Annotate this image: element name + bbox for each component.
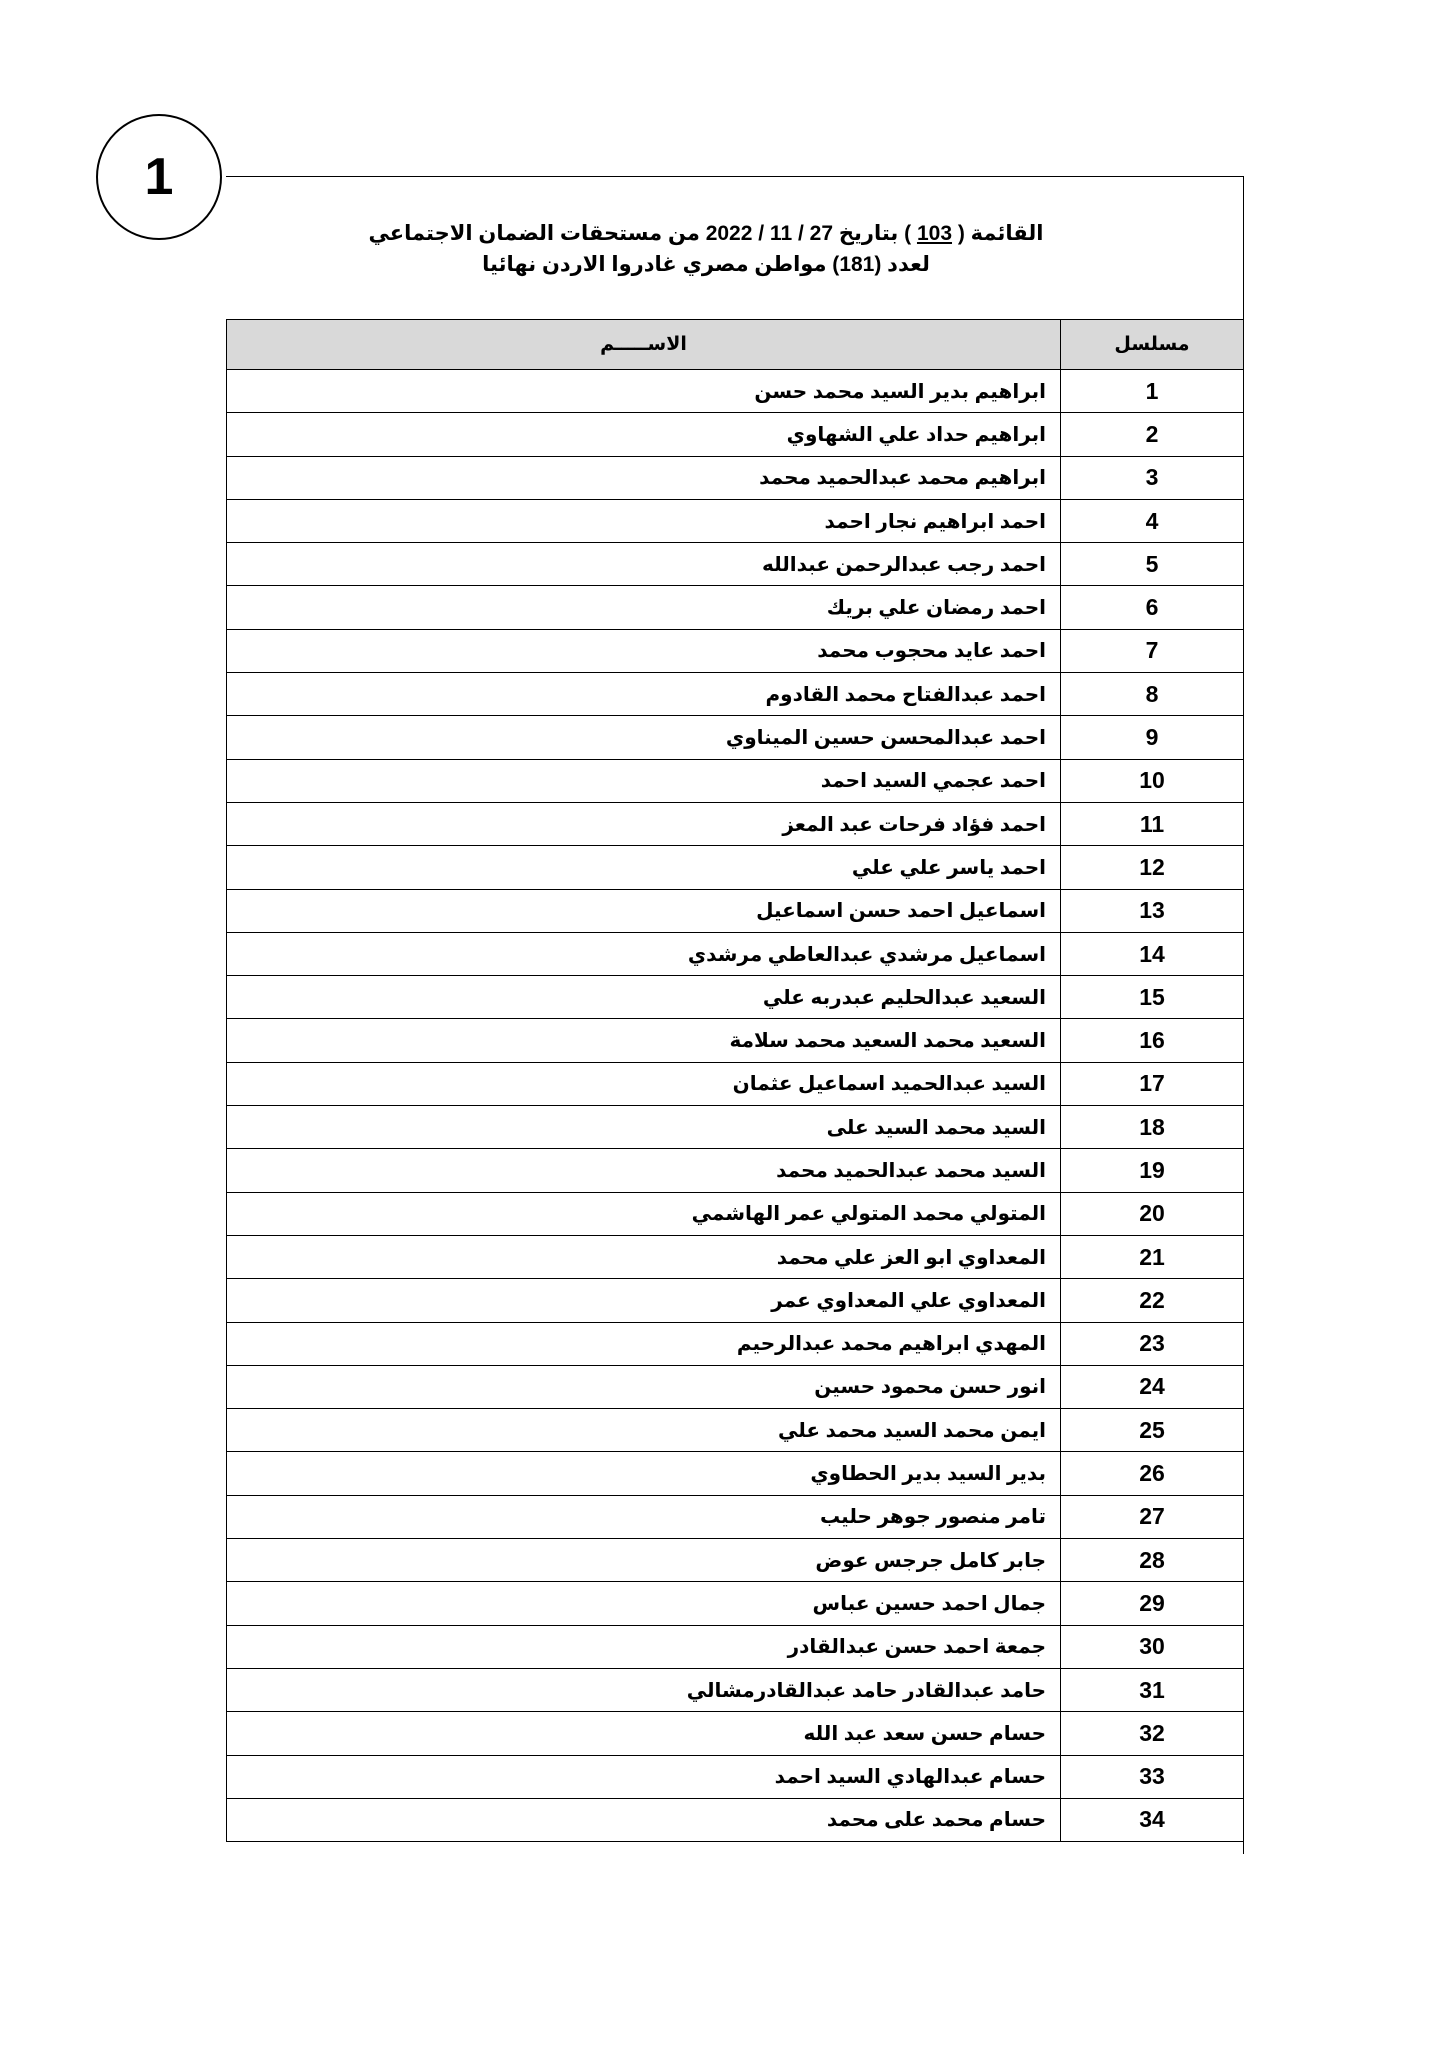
serial-cell: 1 bbox=[1061, 370, 1244, 413]
table-row bbox=[227, 543, 1244, 586]
table-row bbox=[227, 1625, 1244, 1668]
name-cell: اسماعيل مرشدي عبدالعاطي مرشدي bbox=[227, 932, 1061, 975]
serial-cell: 6 bbox=[1061, 586, 1244, 629]
table-row bbox=[227, 586, 1244, 629]
serial-cell: 33 bbox=[1061, 1755, 1244, 1798]
name-cell: انور حسن محمود حسين bbox=[227, 1365, 1061, 1408]
serial-cell: 3 bbox=[1061, 456, 1244, 499]
name-cell: احمد عبدالفتاح محمد القادوم bbox=[227, 673, 1061, 716]
name-cell: بدير السيد بدير الحطاوي bbox=[227, 1452, 1061, 1495]
serial-cell: 21 bbox=[1061, 1235, 1244, 1278]
name-cell: حسام حسن سعد عبد الله bbox=[227, 1712, 1061, 1755]
table-row bbox=[227, 673, 1244, 716]
serial-cell: 13 bbox=[1061, 889, 1244, 932]
table-row bbox=[227, 1755, 1244, 1798]
serial-cell: 9 bbox=[1061, 716, 1244, 759]
table-row bbox=[227, 1365, 1244, 1408]
serial-column-header: مسلسل bbox=[1061, 320, 1244, 370]
name-cell: تامر منصور جوهر حليب bbox=[227, 1495, 1061, 1538]
heading-line-2: لعدد (181) مواطن مصري غادروا الاردن نهائيا bbox=[482, 253, 930, 276]
name-cell: المهدي ابراهيم محمد عبدالرحيم bbox=[227, 1322, 1061, 1365]
name-cell: احمد عايد محجوب محمد bbox=[227, 629, 1061, 672]
list-number: 103 bbox=[916, 222, 953, 245]
name-cell: المعداوي علي المعداوي عمر bbox=[227, 1279, 1061, 1322]
table-row bbox=[227, 456, 1244, 499]
table-row bbox=[227, 1582, 1244, 1625]
name-cell: السيد محمد عبدالحميد محمد bbox=[227, 1149, 1061, 1192]
name-cell: احمد ياسر علي علي bbox=[227, 846, 1061, 889]
serial-cell: 7 bbox=[1061, 629, 1244, 672]
serial-cell: 4 bbox=[1061, 499, 1244, 542]
table-row bbox=[227, 802, 1244, 845]
table-row bbox=[227, 1062, 1244, 1105]
table-row bbox=[227, 1668, 1244, 1711]
table-row bbox=[227, 1279, 1244, 1322]
table-row bbox=[227, 370, 1244, 413]
table-row bbox=[227, 759, 1244, 802]
serial-cell: 27 bbox=[1061, 1495, 1244, 1538]
table-row bbox=[227, 1452, 1244, 1495]
name-cell: ايمن محمد السيد محمد علي bbox=[227, 1409, 1061, 1452]
name-cell: ابراهيم حداد علي الشهاوي bbox=[227, 413, 1061, 456]
table-row bbox=[227, 976, 1244, 1019]
name-cell: جمال احمد حسين عباس bbox=[227, 1582, 1061, 1625]
name-cell: السيد محمد السيد على bbox=[227, 1106, 1061, 1149]
serial-cell: 23 bbox=[1061, 1322, 1244, 1365]
name-cell: السعيد محمد السعيد محمد سلامة bbox=[227, 1019, 1061, 1062]
name-cell: احمد ابراهيم نجار احمد bbox=[227, 499, 1061, 542]
serial-cell: 5 bbox=[1061, 543, 1244, 586]
page-number-badge bbox=[96, 114, 222, 240]
name-cell: احمد عجمي السيد احمد bbox=[227, 759, 1061, 802]
heading-suffix: ) بتاريخ 27 / 11 / 2022 من مستحقات الضمان الاجتماعي bbox=[368, 222, 912, 245]
name-cell: احمد رجب عبدالرحمن عبدالله bbox=[227, 543, 1061, 586]
serial-cell: 26 bbox=[1061, 1452, 1244, 1495]
heading-line-1 bbox=[226, 218, 1186, 249]
serial-cell: 30 bbox=[1061, 1625, 1244, 1668]
table-row bbox=[227, 1539, 1244, 1582]
table-row bbox=[227, 499, 1244, 542]
name-cell: جابر كامل جرجس عوض bbox=[227, 1539, 1061, 1582]
serial-cell: 11 bbox=[1061, 802, 1244, 845]
serial-cell: 22 bbox=[1061, 1279, 1244, 1322]
table-row bbox=[227, 1149, 1244, 1192]
serial-cell: 8 bbox=[1061, 673, 1244, 716]
table-row bbox=[227, 1409, 1244, 1452]
serial-cell: 12 bbox=[1061, 846, 1244, 889]
name-cell: احمد فؤاد فرحات عبد المعز bbox=[227, 802, 1061, 845]
name-cell: السعيد عبدالحليم عبدربه علي bbox=[227, 976, 1061, 1019]
table-row bbox=[227, 1798, 1244, 1841]
name-cell: احمد رمضان علي بريك bbox=[227, 586, 1061, 629]
serial-cell: 19 bbox=[1061, 1149, 1244, 1192]
serial-cell: 20 bbox=[1061, 1192, 1244, 1235]
table-row bbox=[227, 889, 1244, 932]
names-table bbox=[226, 319, 1244, 1842]
serial-cell: 32 bbox=[1061, 1712, 1244, 1755]
serial-cell: 24 bbox=[1061, 1365, 1244, 1408]
serial-cell: 31 bbox=[1061, 1668, 1244, 1711]
table-row bbox=[227, 1322, 1244, 1365]
table-row bbox=[227, 1235, 1244, 1278]
serial-cell: 34 bbox=[1061, 1798, 1244, 1841]
serial-cell: 15 bbox=[1061, 976, 1244, 1019]
table-row bbox=[227, 629, 1244, 672]
name-cell: جمعة احمد حسن عبدالقادر bbox=[227, 1625, 1061, 1668]
serial-cell: 17 bbox=[1061, 1062, 1244, 1105]
serial-cell: 18 bbox=[1061, 1106, 1244, 1149]
name-cell: المعداوي ابو العز علي محمد bbox=[227, 1235, 1061, 1278]
serial-cell: 16 bbox=[1061, 1019, 1244, 1062]
name-column-header: الاســـــم bbox=[227, 320, 1061, 370]
name-cell: حسام محمد على محمد bbox=[227, 1798, 1061, 1841]
serial-cell: 28 bbox=[1061, 1539, 1244, 1582]
table-row bbox=[227, 846, 1244, 889]
name-cell: ابراهيم بدير السيد محمد حسن bbox=[227, 370, 1061, 413]
name-cell: حامد عبدالقادر حامد عبدالقادرمشالي bbox=[227, 1668, 1061, 1711]
serial-cell: 29 bbox=[1061, 1582, 1244, 1625]
table-row bbox=[227, 1106, 1244, 1149]
heading-prefix: القائمة ( bbox=[957, 222, 1044, 245]
serial-cell: 14 bbox=[1061, 932, 1244, 975]
serial-cell: 2 bbox=[1061, 413, 1244, 456]
name-cell: احمد عبدالمحسن حسين الميناوي bbox=[227, 716, 1061, 759]
serial-cell: 25 bbox=[1061, 1409, 1244, 1452]
table-row bbox=[227, 1192, 1244, 1235]
name-cell: حسام عبدالهادي السيد احمد bbox=[227, 1755, 1061, 1798]
table-row bbox=[227, 1495, 1244, 1538]
name-cell: السيد عبدالحميد اسماعيل عثمان bbox=[227, 1062, 1061, 1105]
table-row bbox=[227, 1019, 1244, 1062]
document-heading bbox=[226, 218, 1186, 280]
table-row bbox=[227, 1712, 1244, 1755]
name-cell: ابراهيم محمد عبدالحميد محمد bbox=[227, 456, 1061, 499]
table-body bbox=[227, 370, 1244, 1842]
table-row bbox=[227, 413, 1244, 456]
table-header-row bbox=[227, 320, 1244, 370]
serial-cell: 10 bbox=[1061, 759, 1244, 802]
name-cell: اسماعيل احمد حسن اسماعيل bbox=[227, 889, 1061, 932]
table-row bbox=[227, 716, 1244, 759]
name-cell: المتولي محمد المتولي عمر الهاشمي bbox=[227, 1192, 1061, 1235]
table-row bbox=[227, 932, 1244, 975]
page-number: 1 bbox=[144, 148, 174, 206]
